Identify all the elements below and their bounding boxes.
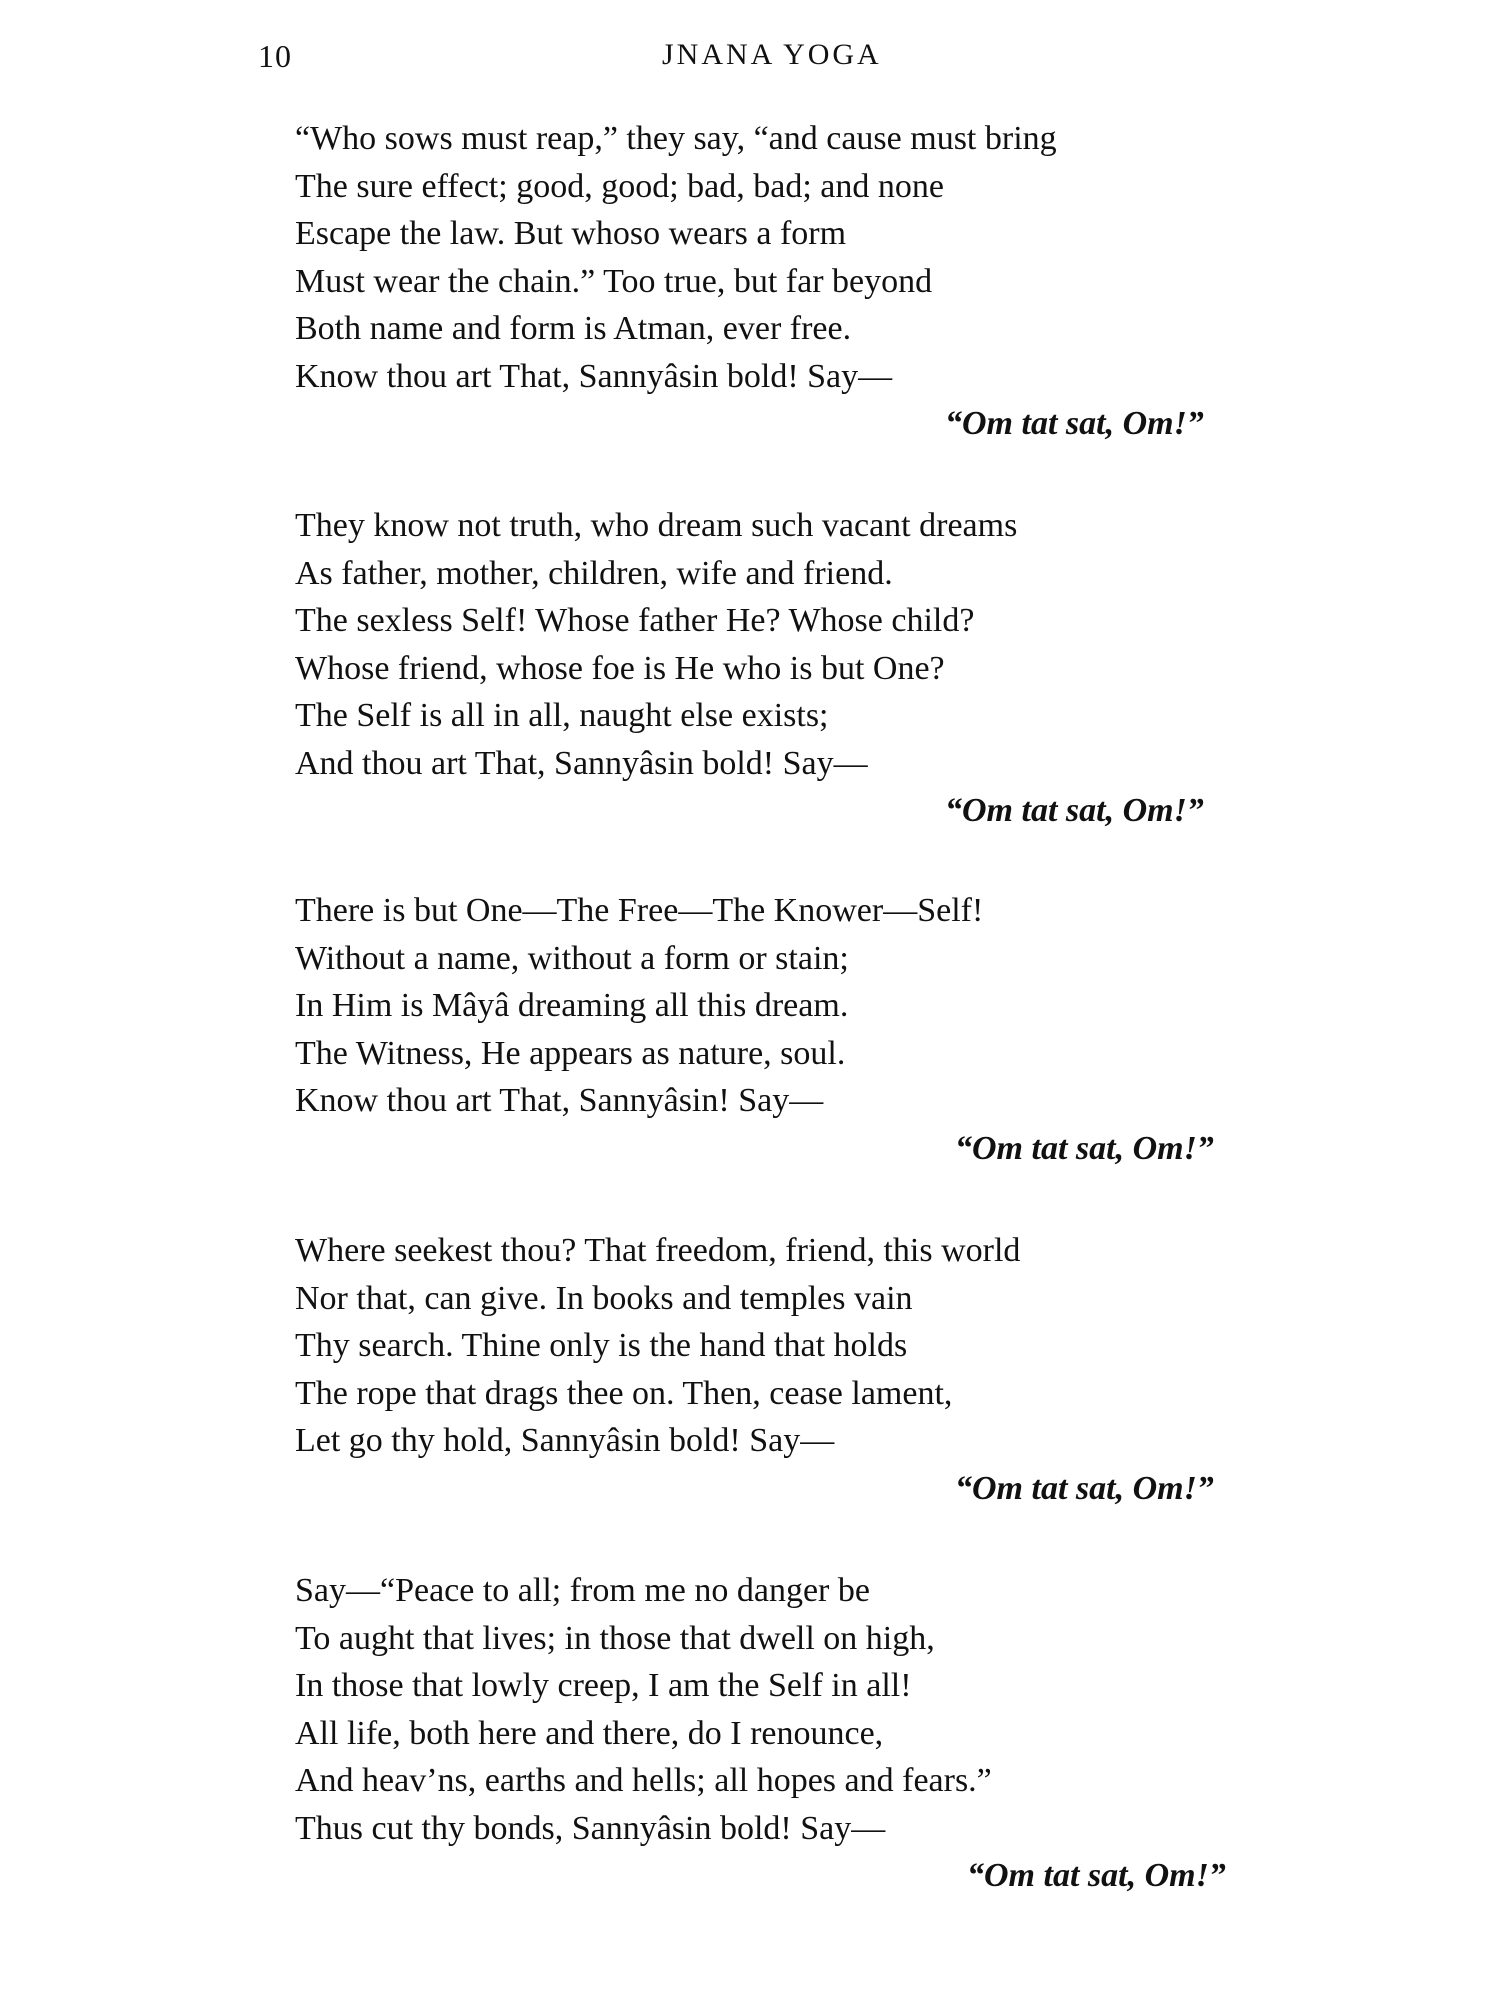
poem-line: The Witness, He appears as nature, soul.: [295, 1034, 846, 1072]
poem-line: Nor that, can give. In books and temples vain: [295, 1279, 913, 1317]
poem-line: Both name and form is Atman, ever free.: [295, 310, 852, 347]
stanza-3: [295, 887, 1295, 1172]
poem-line: The rope that drags thee on. Then, cease lament,: [295, 1374, 953, 1412]
page-header: [0, 38, 1500, 78]
poem-line: There is but One—The Free—The Knower—Self!: [295, 892, 984, 929]
poem-line: They know not truth, who dream such vacant dreams: [295, 507, 1018, 544]
poem-line: Without a name, without a form or stain;: [295, 939, 849, 977]
page-number: 10: [258, 38, 292, 74]
poem-line: Let go thy hold, Sannyâsin bold! Say—: [295, 1422, 835, 1459]
poem-line: Know thou art That, Sannyâsin! Say—: [295, 1082, 824, 1119]
poem-line: Escape the law. But whoso wears a form: [295, 215, 847, 252]
poem-line: Know thou art That, Sannyâsin bold! Say—: [295, 357, 893, 395]
refrain: “Om tat sat, Om!”: [955, 1129, 1214, 1167]
poem-line: The Self is all in all, naught else exists;: [295, 697, 829, 734]
refrain: “Om tat sat, Om!”: [945, 405, 1204, 442]
poem-line: All life, both here and there, do I renounce,: [295, 1714, 884, 1752]
poem-line: In Him is Mâyâ dreaming all this dream.: [295, 987, 849, 1024]
stanza-1: [295, 115, 1295, 448]
poem-line: Thy search. Thine only is the hand that holds: [295, 1327, 908, 1364]
poem-line: In those that lowly creep, I am the Self in all!: [295, 1667, 912, 1704]
stanza-4: [295, 1227, 1295, 1512]
poem-line: Say—“Peace to all; from me no danger be: [295, 1572, 870, 1609]
stanza-5: [295, 1567, 1295, 1900]
poem-line: The sure effect; good, good; bad, bad; and none: [295, 167, 944, 205]
refrain: “Om tat sat, Om!”: [955, 1469, 1214, 1507]
poem-line: Must wear the chain.” Too true, but far beyond: [295, 262, 933, 300]
stanza-2: [295, 502, 1295, 835]
running-title: JNANA YOGA: [662, 38, 882, 71]
poem-line: To aught that lives; in those that dwell on high,: [295, 1619, 935, 1657]
poem-line: “Who sows must reap,” they say, “and cause must bring: [295, 120, 1057, 157]
poem-line: Where seekest thou? That freedom, friend, this world: [295, 1232, 1021, 1269]
refrain: “Om tat sat, Om!”: [967, 1857, 1226, 1894]
poem-line: As father, mother, children, wife and friend.: [295, 554, 893, 592]
poem-line: Thus cut thy bonds, Sannyâsin bold! Say—: [295, 1809, 886, 1847]
poem-line: The sexless Self! Whose father He? Whose child?: [295, 602, 975, 639]
poem-line: And thou art That, Sannyâsin bold! Say—: [295, 744, 868, 782]
poem-line: And heav’ns, earths and hells; all hopes and fears.”: [295, 1762, 992, 1799]
poem-line: Whose friend, whose foe is He who is but One?: [295, 649, 945, 687]
refrain: “Om tat sat, Om!”: [945, 792, 1204, 829]
